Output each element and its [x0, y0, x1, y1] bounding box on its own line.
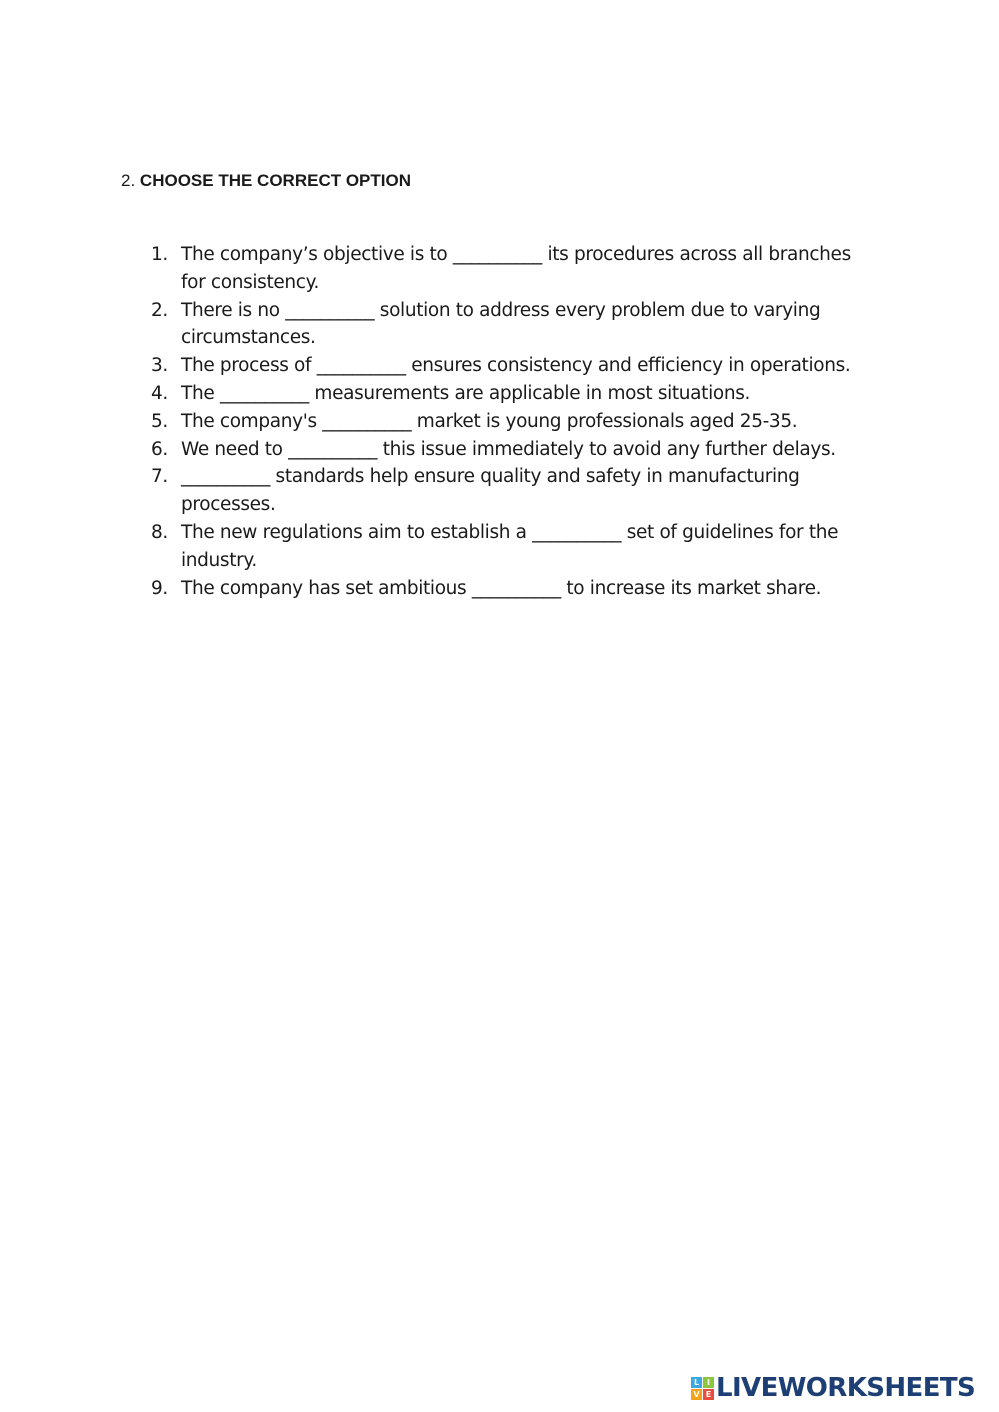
question-item [151, 380, 871, 408]
logo-mark-cell-v: V [691, 1389, 702, 1400]
logo-mark-cell-l: L [691, 1377, 702, 1388]
logo-mark-cell-i: I [703, 1377, 714, 1388]
logo-mark-cell-e: E [703, 1389, 714, 1400]
question-number: 5. [151, 410, 168, 432]
question-item [151, 352, 871, 380]
question-number: 8. [151, 521, 168, 543]
question-number: 4. [151, 382, 168, 404]
question-text: The company has set ambitious __________ to increase its market share. [181, 577, 822, 599]
question-item [151, 436, 871, 464]
question-text: The company's __________ market is young professionals aged 25-35. [181, 410, 798, 432]
liveworksheets-logo [691, 1373, 975, 1403]
question-number: 1. [151, 244, 168, 265]
question-item [151, 463, 871, 519]
question-item [151, 408, 871, 436]
question-text: The new regulations aim to establish a __________ set of guidelines for the industry. [181, 521, 839, 571]
question-number: 2. [151, 299, 168, 321]
question-number: 6. [151, 438, 168, 460]
question-item [151, 575, 871, 603]
question-item [151, 519, 871, 575]
question-item [151, 297, 871, 353]
question-text: The company’s objective is to __________ its procedures across all branches for consistency. [181, 244, 851, 293]
logo-text: LIVEWORKSHEETS [716, 1373, 976, 1403]
question-text: __________ standards help ensure quality and safety in manufacturing processes. [181, 466, 800, 516]
question-text: We need to __________ this issue immediately to avoid any further delays. [181, 438, 836, 460]
question-text: The __________ measurements are applicable in most situations. [181, 382, 751, 404]
section-title: CHOOSE THE CORRECT OPTION [139, 171, 411, 190]
question-text: The process of __________ ensures consistency and efficiency in operations. [181, 355, 851, 377]
section-heading [121, 170, 411, 192]
question-item [151, 241, 871, 297]
section-number: 2. [121, 171, 136, 190]
question-number: 3. [151, 355, 168, 377]
question-text: There is no __________ solution to address every problem due to varying circumstances. [181, 299, 821, 349]
question-list [151, 241, 871, 602]
question-number: 9. [151, 577, 168, 599]
question-number: 7. [151, 466, 168, 488]
logo-mark-icon [691, 1377, 714, 1400]
